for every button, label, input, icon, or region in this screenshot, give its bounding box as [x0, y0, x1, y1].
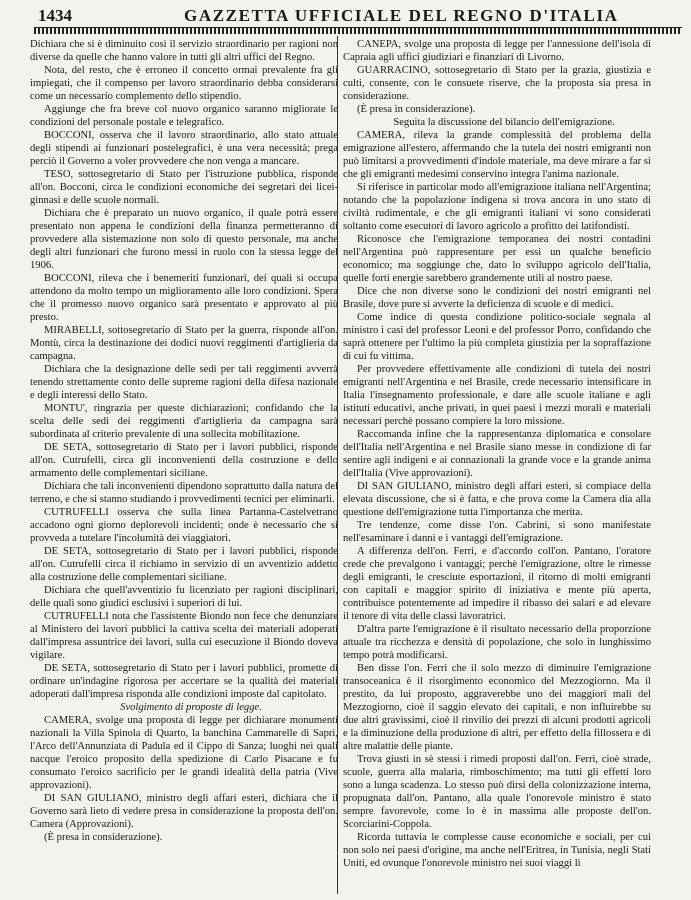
paragraph: Tre tendenze, come disse l'on. Cabrini, si sono manifestate nell'esaminare i danni e i vantaggi dell'emigrazione. [343, 520, 651, 544]
paragraph: Aggiunge che fra breve col nuovo organico saranno migliorate le condizioni del personale postale e telegrafico. [30, 104, 338, 128]
paragraph: CANEPA, svolge una proposta di legge per l'annessione dell'isola di Capraia agli uffici giudiziari e finanziari di Livorno. [343, 39, 651, 63]
paragraph: Trova giusti in sè stessi i rimedi proposti dall'on. Ferri, cioè strade, scuole, guerra alla malaria, rimboschimento; ma tutti gli effetti loro sono a lunga scadenza. Lo stesso può dirsi della colonizzazione interna, propugnata dall'on. Pantano, alla quale l'onorevole ministro è stato sempre favorevole, come lo è in massima alle proposte dell'on. Scorciarini-Coppola. [343, 754, 651, 830]
running-title: GAZZETTA UFFICIALE DEL REGNO D'ITALIA [184, 6, 619, 25]
paragraph: Per provvedere effettivamente alle condizioni di tutela dei nostri emigranti nell'Argentina e nel Brasile, crede necessario intensificare in Italia l'insegnamento professionale, e dare alle scuole italiane e agli istituti educativi, anche privati, in quei paesi i mezzi morali e materiali necessari perchè possano compiere la loro missione. [343, 364, 651, 427]
section-heading: Seguita la discussione del bilancio dell'emigrazione. [393, 117, 615, 128]
paragraph: MIRABELLI, sottosegretario di Stato per la guerra, risponde all'on. Montù, circa la destinazione dei dodici nuovi reggimenti d'artiglieria da campagna. [30, 325, 338, 362]
paragraph: BOCCONI, osserva che il lavoro straordinario, allo stato attuale degli stipendi ai funzionari postelegrafici, è una vera necessità; prega perciò il Governo a voler provvedere che non venga a mancare. [30, 130, 338, 167]
paragraph: D'altra parte l'emigrazione è il risultato necessario della proporzione attuale tra ricchezza e densità di popolazione, che solo in lunghissimo tempo potrà modificarsi. [343, 624, 651, 661]
left-column [30, 38, 338, 893]
paragraph: Dice che non diverse sono le condizioni dei nostri emigranti nel Brasile, dove pure si avverte la deficienza di scuole e di medici. [343, 286, 651, 310]
header-rule [34, 27, 682, 34]
paragraph: DI SAN GIULIANO, ministro degli affari esteri, si compiace della elevata discussione, che si è fatta, e che prova come la Camera dia alla questione dell'emigrazione tutta l'importanza che merita. [343, 481, 651, 518]
paragraph: MONTU', ringrazia per queste dichiarazioni; confidando che la scelta delle sedi dei reggimenti d'artiglieria da campagna sarà subordinata al criterio prevalente di una sollecita mobilitazione. [30, 403, 338, 440]
paragraph: Nota, del resto, che è erroneo il concetto ormai prevalente fra gli impiegati, che il compenso per lavoro straordinario debba considerarsi come un necessario complemento dello stipendio. [30, 65, 338, 102]
paragraph: Raccomanda infine che la rappresentanza diplomatica e consolare dell'Italia nell'Argentina e nel Brasile siano messe in condizione di far sentire agli indigeni e ai connazionali la grande voce e la grande anima dell'Italia (Vive approvazioni). [343, 429, 651, 479]
paragraph: Dichiara che la designazione delle sedi per tali reggimenti avverrà tenendo strettamente conto delle supreme ragioni della difesa nazionale e degli interessi dello Stato. [30, 364, 338, 401]
section-heading: Svolgimento di proposte di legge. [120, 702, 262, 713]
page-header [34, 4, 684, 26]
paragraph: Dichiara che tali inconvenienti dipendono soprattutto dalla natura del terreno, e che si stanno studiando i provvedimenti tecnici per eliminarli. [30, 481, 338, 505]
paragraph: CAMERA, rileva la grande complessità del problema della emigrazione all'estero, affermando che la tutela dei nostri emigranti non può limitarsi a provvedimenti d'indole materiale, ma deve mirare a far sì che gli emigranti medesimi conservino integra l'anima nazionale. [343, 130, 651, 180]
paragraph: Ben disse l'on. Ferri che il solo mezzo di diminuire l'emigrazione transoceanica è il risorgimento economico del Mezzogiorno. Ma il prestito, da lui proposto, aggraverebbe uno dei maggiori mali del Mezzogiorno, cioè il saggio elevato dei capitali, e non influirebbe su due altri gravissimi, cioè il rinvilio dei prezzi di alcuni prodotti agricoli e la diminuzione della produzione di altri, per effetto della fillossera e di altre malattie delle piante. [343, 663, 651, 752]
paragraph: (È presa in considerazione). [44, 832, 163, 843]
page-number: 1434 [38, 6, 72, 25]
paragraph: Si riferisce in particolar modo all'emigrazione italiana nell'Argentina; notando che la popolazione indigena si trova ancora in uno stato di civiltà rudimentale, e che gli emigranti italiani vi sono considerati soltanto come esecutori di lavoro agricolo a profitto dei latifondisti. [343, 182, 651, 232]
paragraph: CUTRUFELLI osserva che sulla linea Partanna-Castelvetrano accadono ogni giorno deplorevoli incidenti; onde è necessario che si provveda a tutelare l'incolumità dei viaggiatori. [30, 507, 338, 544]
paragraph: CUTRUFELLI nota che l'assistente Biondo non fece che denunziare al Ministero dei lavori pubblici la cattiva scelta dei materiali adoperati dall'impresa assuntrice dei lavori, sulla cui esecuzione il Biondo doveva vigilare. [30, 611, 338, 661]
paragraph: GUARRACINO, sottosegretario di Stato per la grazia, giustizia e culti, consente, con le consuete riserve, che la proposta sia presa in considerazione. [343, 65, 651, 102]
paragraph: Dichiara che si è diminuito così il servizio straordinario per ragioni non diverse da quelle che hanno valore in tutti gli altri uffici del Regno. [30, 39, 338, 63]
column-divider [337, 36, 338, 894]
paragraph: DE SETA, sottosegretario di Stato per i lavori pubblici, risponde all'on. Cutrufelli circa il richiamo in servizio di un avventizio addetto alla costruzione delle complementari siciliane. [30, 546, 338, 583]
paragraph: BOCCONI, rileva che i benemeriti funzionari, dei quali si occupa attendono da molto tempo un miglioramento alle loro condizioni. Spera che il promesso nuovo organico sarà presentato e approvato al più presto. [30, 273, 338, 323]
paragraph: Dichiara che è preparato un nuovo organico, il quale potrà essere presentato non appena le condizioni della finanza permetteranno di provvedere alla sistemazione non solo di questo personale, ma anche degli altri funzionari che furono messi in ruolo con la stessa legge del 1906. [30, 208, 338, 271]
paragraph: Dichiara che quell'avventizio fu licenziato per ragioni disciplinari, delle quali sono giudici esclusivi i superiori di lui. [30, 585, 338, 609]
paragraph: A differenza dell'on. Ferri, e d'accordo coll'on. Pantano, l'oratore crede che prevalgono i vantaggi; perchè l'emigrazione, oltre le rimesse degli emigranti, le cresciute esportazioni, il ritorno di molti emigranti con capitali e maggior spirito di iniziativa e mente più aperta, contribuisce potentemente ad impedire il ribasso dei salari e ad elevare il tenore di vita delle classi lavoratrici. [343, 546, 651, 622]
paragraph: DI SAN GIULIANO, ministro degli affari esteri, dichiara che il Governo sarà lieto di vedere presa in considerazione la proposta dell'on. Camera (Approvazioni). [30, 793, 338, 830]
paragraph: TESO, sottosegretario di Stato per l'istruzione pubblica, risponde all'on. Bocconi, circa le condizioni economiche dei segretari dei licei-ginnasi e delle scuole normali. [30, 169, 338, 206]
paragraph: Riconosce che l'emigrazione temporanea dei nostri contadini nell'Argentina può rappresentare per essi un qualche beneficio economico; ma soggiunge che, dato lo sviluppo agricolo dell'Italia, quelle forti energie sarebbero grandemente utili al nostro paese. [343, 234, 651, 284]
paragraph: Come indice di questa condizione politico-sociale segnala al ministro i casi del professor Leoni e del professor Porro, confidando che saprà ottenere per l'ultimo la più completa giustizia per la sopraffazione di cui fu vittima. [343, 312, 651, 362]
right-column [343, 38, 651, 893]
paragraph: Ricorda tuttavia le complesse cause economiche e sociali, per cui non solo nei paesi d'origine, ma anche nell'Eritrea, in Tunisia, negli Stati Uniti, ed ovunque l'onorevole ministro nei suoi viaggi li [343, 832, 651, 869]
paragraph: CAMERA, svolge una proposta di legge per dichiarare monumenti nazionali la Villa Spinola di Quarto, la banchina Cammarelle di Sapri, l'Arco dell'Annunziata di Padula ed il Cippo di Sanza; luoghi nei quali nacque l'eroico proposito della spedizione di Carlo Pisacane e fu consumato l'eroico sacrificio per le grandi idealità della patria (Vive approvazioni). [30, 715, 338, 791]
paragraph: DE SETA, sottosegretario di Stato per i lavori pubblici, promette di ordinare un'indagine rigorosa per accertare se la qualità dei materiali adoperati dall'impresa risponda alle condizioni imposte dal capitolato. [30, 663, 338, 700]
paragraph: DE SETA, sottosegretario di Stato per i lavori pubblici, risponde all'on. Cutrufelli, circa gli inconvenienti della costruzione e dello armamento delle complementari siciliane. [30, 442, 338, 479]
paragraph: (È presa in considerazione). [357, 104, 476, 115]
